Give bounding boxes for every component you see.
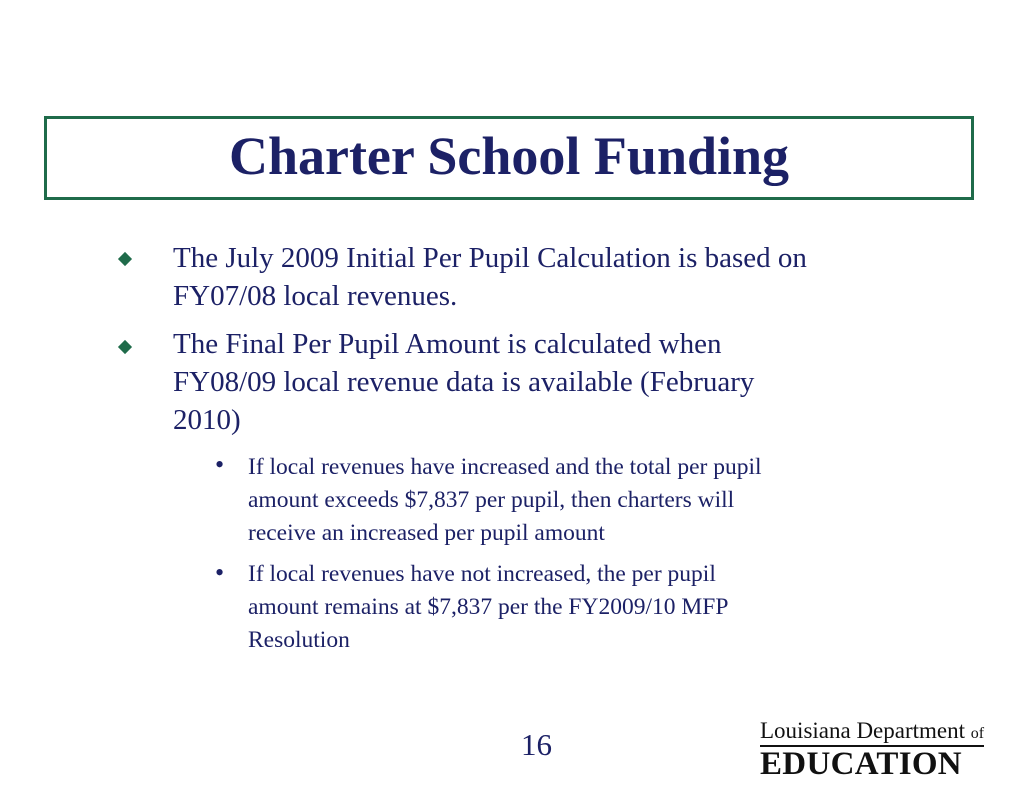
sub-bullet-line: receive an increased per pupil amount — [248, 520, 605, 546]
logo-top-line — [760, 718, 984, 747]
bullet-text — [173, 239, 973, 315]
page-number: 16 — [521, 727, 552, 762]
sub-bullet-text — [248, 451, 948, 550]
sub-bullet-line: amount remains at $7,837 per the FY2009/10 MFP — [248, 594, 729, 620]
diamond-bullet-icon — [118, 252, 132, 266]
sub-bullet-line: amount exceeds $7,837 per pupil, then charters will — [248, 487, 735, 513]
sub-bullet-line: If local revenues have not increased, the per pupil — [248, 561, 716, 587]
louisiana-education-logo — [760, 718, 986, 780]
bullet-line: FY07/08 local revenues. — [173, 280, 458, 312]
dot-bullet-icon: • — [215, 558, 225, 587]
sub-bullet-line: Resolution — [248, 627, 350, 653]
dot-bullet-icon: • — [215, 450, 225, 479]
logo-department-text: Louisiana Department — [760, 718, 966, 743]
sub-bullet-text — [248, 558, 948, 657]
sub-bullet-line: If local revenues have increased and the total per pupil — [248, 454, 762, 480]
title-box — [44, 116, 974, 200]
bullet-text — [173, 325, 973, 439]
bullet-line: The July 2009 Initial Per Pupil Calculation is based on — [173, 242, 807, 274]
logo-of-text: of — [970, 725, 985, 742]
diamond-bullet-icon — [118, 340, 132, 354]
logo-education-text: EDUCATION — [760, 746, 962, 782]
bullet-line: FY08/09 local revenue data is available (February — [173, 366, 755, 398]
bullet-line: 2010) — [173, 404, 241, 436]
bullet-line: The Final Per Pupil Amount is calculated when — [173, 328, 722, 360]
slide-title: Charter School Funding — [228, 126, 790, 186]
